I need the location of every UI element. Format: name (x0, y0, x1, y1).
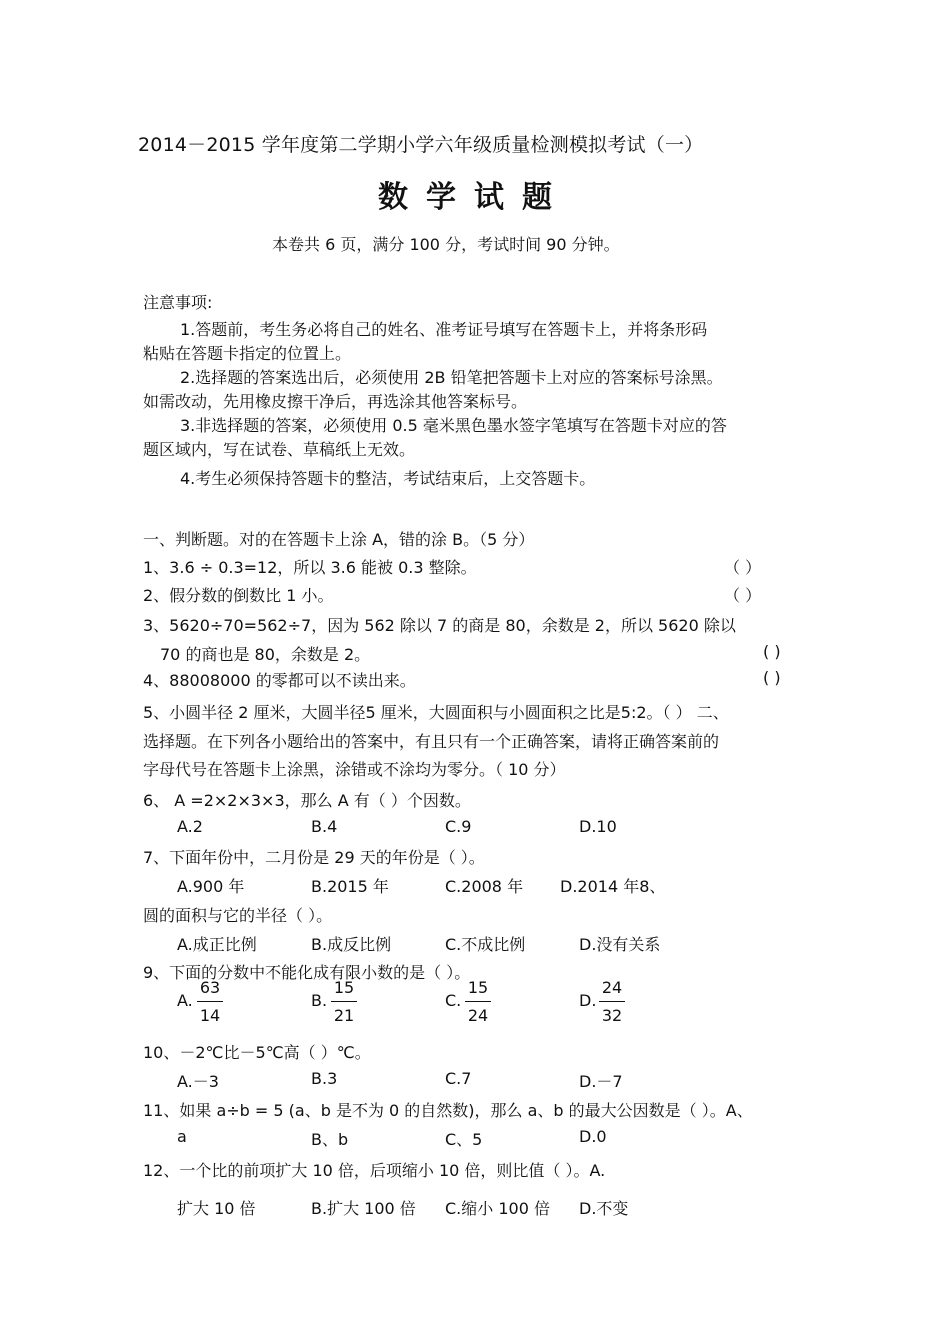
q9-option-c-fraction (463, 978, 493, 1026)
q9-option-b-fraction (329, 978, 359, 1026)
q7-option-d: D.2014 年8、 (560, 877, 666, 896)
question-10: 10、－2℃比－5℃高（ ）℃。 (143, 1043, 371, 1062)
question-11: 11、如果 a÷b = 5 (a、b 是不为 0 的自然数)，那么 a、b 的最大公因数是（ ）。A、 (143, 1101, 753, 1120)
section1-heading: 一、判断题。对的在答题卡上涂 A，错的涂 B。（5 分） (143, 530, 535, 549)
q8-option-b: B.成反比例 (311, 935, 392, 954)
q11-option-b: B、b (311, 1130, 349, 1149)
question-1: 1、3.6 ÷ 0.3=12，所以 3.6 能被 0.3 整除。 (143, 558, 477, 577)
question-4: 4、88008000 的零都可以不读出来。 (143, 671, 416, 690)
question-2-answer-paren: （ ） (724, 586, 762, 605)
q10-option-c: C.7 (445, 1069, 472, 1088)
fraction-denominator: 24 (467, 1006, 489, 1025)
q10-option-b: B.3 (311, 1069, 338, 1088)
q12-option-a: 扩大 10 倍 (177, 1199, 256, 1218)
fraction-numerator: 15 (333, 978, 355, 997)
q11-option-c: C、5 (445, 1130, 483, 1149)
q11-option-d: D.0 (579, 1127, 607, 1146)
q8-option-c: C.不成比例 (445, 935, 526, 954)
q12-option-b: B.扩大 100 倍 (311, 1199, 416, 1218)
fraction-denominator: 32 (601, 1006, 623, 1025)
q6-option-b: B.4 (311, 817, 338, 836)
q9-option-a-label: A. (177, 991, 193, 1010)
fraction-bar (331, 1001, 357, 1002)
fraction-numerator: 15 (467, 978, 489, 997)
question-6: 6、 A =2×2×3×3，那么 A 有（ ）个因数。 (143, 791, 471, 810)
q11-option-a: a (177, 1127, 187, 1146)
question-3-answer-paren: ( ) (763, 642, 781, 661)
q10-option-d: D.－7 (579, 1072, 623, 1091)
q10-option-a: A.－3 (177, 1072, 219, 1091)
question-4-answer-paren: ( ) (763, 668, 781, 687)
q9-option-d-label: D. (579, 991, 597, 1010)
q9-option-b-label: B. (311, 991, 328, 1010)
notice-item-1: 1.答题前，考生务必将自己的姓名、准考证号填写在答题卡上，并将条形码 (180, 320, 708, 339)
fraction-numerator: 24 (601, 978, 623, 997)
question-7: 7、下面年份中，二月份是 29 天的年份是（ ）。 (143, 848, 485, 867)
notice-item-2-cont: 如需改动，先用橡皮擦干净后，再选涂其他答案标号。 (143, 392, 528, 411)
question-12: 12、一个比的前项扩大 10 倍，后项缩小 10 倍，则比值（ ）。A. (143, 1161, 606, 1180)
q8-option-a: A.成正比例 (177, 935, 257, 954)
fraction-bar (599, 1001, 625, 1002)
notice-heading: 注意事项: (143, 293, 213, 312)
section2-heading-cont: 字母代号在答题卡上涂黑，涂错或不涂均为零分。（ 10 分） (143, 760, 566, 779)
question-2: 2、假分数的倒数比 1 小。 (143, 586, 334, 605)
subject-title: 数学试题 (378, 180, 570, 215)
q6-option-d: D.10 (579, 817, 617, 836)
exam-info: 本卷共 6 页，满分 100 分，考试时间 90 分钟。 (272, 235, 620, 254)
q12-option-d: D.不变 (579, 1199, 629, 1218)
q12-option-c: C.缩小 100 倍 (445, 1199, 550, 1218)
q7-option-b: B.2015 年 (311, 877, 389, 896)
fraction-bar (197, 1001, 223, 1002)
fraction-denominator: 21 (333, 1006, 355, 1025)
question-3: 3、5620÷70=562÷7，因为 562 除以 7 的商是 80，余数是 2，所以 5620 除以 (143, 616, 736, 635)
fraction-numerator: 63 (199, 978, 221, 997)
question-8: 圆的面积与它的半径（ ）。 (143, 906, 333, 925)
question-9: 9、下面的分数中不能化成有限小数的是（ ）。 (143, 963, 471, 982)
q7-option-a: A.900 年 (177, 877, 245, 896)
notice-item-3-cont: 题区域内，写在试卷、草稿纸上无效。 (143, 440, 416, 459)
q6-option-c: C.9 (445, 817, 472, 836)
section2-heading: 选择题。在下列各小题给出的答案中，有且只有一个正确答案，请将正确答案前的 (143, 732, 720, 751)
q8-option-d: D.没有关系 (579, 935, 661, 954)
fraction-denominator: 14 (199, 1006, 221, 1025)
q9-option-a-fraction (195, 978, 225, 1026)
question-1-answer-paren: （ ） (724, 558, 762, 577)
fraction-bar (465, 1001, 491, 1002)
notice-item-2: 2.选择题的答案选出后，必须使用 2B 铅笔把答题卡上对应的答案标号涂黑。 (180, 368, 723, 387)
question-3-cont: 70 的商也是 80，余数是 2。 (160, 645, 371, 664)
question-5: 5、小圆半径 2 厘米，大圆半径5 厘米，大圆面积与小圆面积之比是5:2。（ ） 二、 (143, 703, 729, 722)
notice-item-1-cont: 粘贴在答题卡指定的位置上。 (143, 344, 352, 363)
q6-option-a: A.2 (177, 817, 203, 836)
notice-item-4: 4.考生必须保持答题卡的整洁，考试结束后，上交答题卡。 (180, 469, 596, 488)
q9-option-d-fraction (597, 978, 627, 1026)
q9-option-c-label: C. (445, 991, 462, 1010)
notice-item-3: 3.非选择题的答案，必须使用 0.5 毫米黑色墨水签字笔填写在答题卡对应的答 (180, 416, 727, 435)
exam-title: 2014－2015 学年度第二学期小学六年级质量检测模拟考试（一） (138, 134, 704, 156)
q7-option-c: C.2008 年 (445, 877, 524, 896)
